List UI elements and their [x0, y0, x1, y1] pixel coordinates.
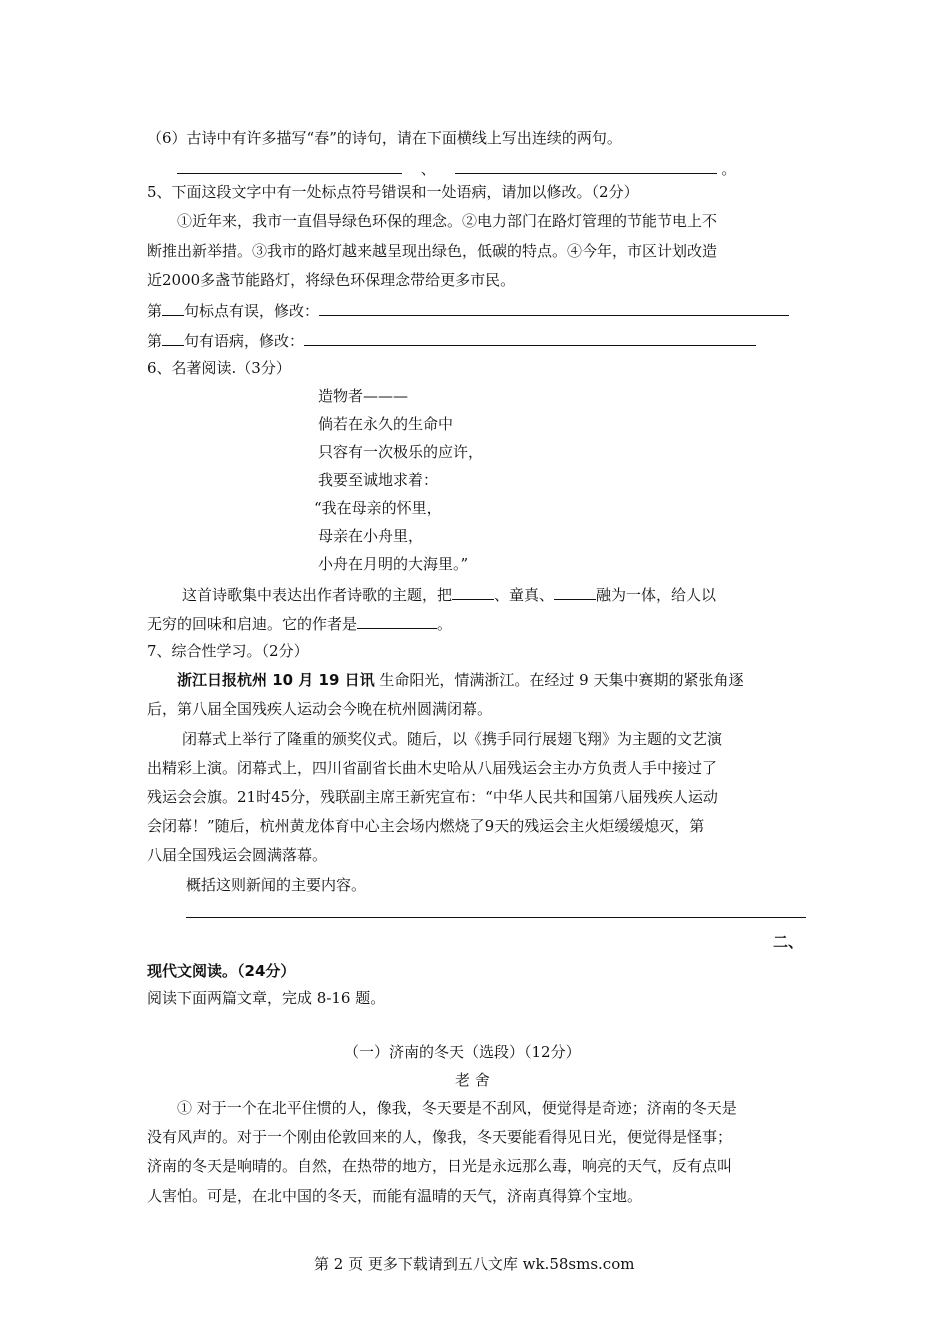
q6-end: 。 [721, 160, 737, 178]
q5-punct-fix-blank[interactable] [319, 301, 789, 316]
q6-blank-1[interactable] [177, 159, 402, 174]
q6-answer-line [177, 159, 736, 178]
passage-line: 人害怕。可是，在北中国的冬天，而能有温晴的天气，济南真得算个宝地。 [147, 1187, 643, 1205]
poem-line: “我在母亲的怀里， [314, 499, 442, 517]
poem-line: 我要至诚地求着： [318, 471, 439, 489]
q6b-blank-1[interactable] [452, 585, 494, 600]
q7-answer-line[interactable] [186, 917, 806, 918]
passage-line: ① 对于一个在北平住惯的人，像我，冬天要是不刮风，便觉得是奇迹；济南的冬天是 [177, 1099, 737, 1117]
q7-dateline: 浙江日报杭州 10 月 19 日讯 [177, 671, 375, 689]
q5-line-2: 断推出新举措。③我市的路灯越来越呈现出绿色，低碳的特点。④今年，市区计划改造 [147, 242, 718, 260]
poem-line: 造物者——— [318, 387, 409, 405]
poem-line: 小舟在月明的大海里。” [318, 555, 469, 573]
q7-para2-line: 残运会会旗。21时45分，残联副主席王新宪宣布：“中华人民共和国第八届残疾人运动 [147, 788, 718, 806]
q5-punct-answer: 第 句标点有误，修改： [147, 301, 789, 320]
q5-heading: 5、下面这段文字中有一处标点符号错误和一处语病，请加以修改。（2分） [147, 183, 639, 201]
passage-title: （一）济南的冬天（选段）（12分） [344, 1043, 581, 1061]
section2-number: 二、 [773, 933, 804, 951]
passage-author: 老 舍 [455, 1071, 490, 1089]
poem-line: 倘若在永久的生命中 [318, 415, 454, 433]
q7-task: 概括这则新闻的主要内容。 [186, 876, 367, 894]
q5-line-1: ①近年来，我市一直倡导绿色环保的理念。②电力部门在路灯管理的节能节电上不 [177, 212, 718, 230]
q5-grammar-number-blank[interactable] [162, 331, 184, 346]
page-footer: 第 2 页 更多下载请到五八文库 wk.58sms.com [314, 1255, 635, 1273]
passage-line: 济南的冬天是响晴的。自然，在热带的地方，日光是永远那么毒，响亮的天气，反有点叫 [147, 1157, 733, 1175]
q6-separator: 、 [420, 160, 436, 178]
poem-line: 只容有一次极乐的应许， [318, 443, 484, 461]
passage-line: 没有风声的。对于一个刚由伦敦回来的人，像我，冬天要能看得见日光，便觉得是怪事； [147, 1128, 733, 1146]
q7-news-line-1: 浙江日报杭州 10 月 19 日讯 生命阳光，情满浙江。在经过 9 天集中赛期的紧张角逐 [177, 671, 744, 689]
q7-news-line-2: 后，第八届全国残疾人运动会今晚在杭州圆满闭幕。 [147, 700, 493, 718]
q5-line-3: 近2000多盏节能路灯，将绿色环保理念带给更多市民。 [147, 271, 516, 289]
q7-para2-line: 出精彩上演。闭幕式上，四川省副省长曲木史哈从八届残运会主办方负责人手中接过了 [147, 759, 718, 777]
q6b-blank-2[interactable] [554, 585, 596, 600]
q6b-question-line-2: 无穷的回味和启迪。它的作者是 。 [147, 615, 453, 633]
poem-line: 母亲在小舟里， [318, 527, 424, 545]
q6b-heading: 6、名著阅读.（3分） [147, 359, 291, 377]
q6b-author-blank[interactable] [357, 614, 437, 629]
q7-para2-line: 八届全国残运会圆满落幕。 [147, 846, 328, 864]
q5-punct-number-blank[interactable] [162, 301, 184, 316]
section2-instructions: 阅读下面两篇文章，完成 8-16 题。 [147, 989, 386, 1007]
section2-title: 现代文阅读。（24分） [147, 962, 296, 980]
q5-grammar-fix-blank[interactable] [304, 331, 756, 346]
q6-blank-2[interactable] [455, 159, 717, 174]
q6b-question-line-1: 这首诗歌集中表达出作者诗歌的主题，把 、童真、 融为一体，给人以 [182, 586, 717, 604]
q6-prompt: （6）古诗中有许多描写“春”的诗句，请在下面横线上写出连续的两句。 [147, 129, 622, 147]
q7-heading: 7、综合性学习。（2分） [147, 642, 309, 660]
q7-para2-line: 闭幕式上举行了隆重的颁奖仪式。随后，以《携手同行展翅飞翔》为主题的文艺演 [182, 730, 723, 748]
q7-para2-line: 会闭幕！”随后，杭州黄龙体育中心主会场内燃烧了9天的残运会主火炬缓缓熄灭，第 [147, 817, 705, 835]
q5-grammar-answer: 第 句有语病，修改： [147, 331, 756, 350]
